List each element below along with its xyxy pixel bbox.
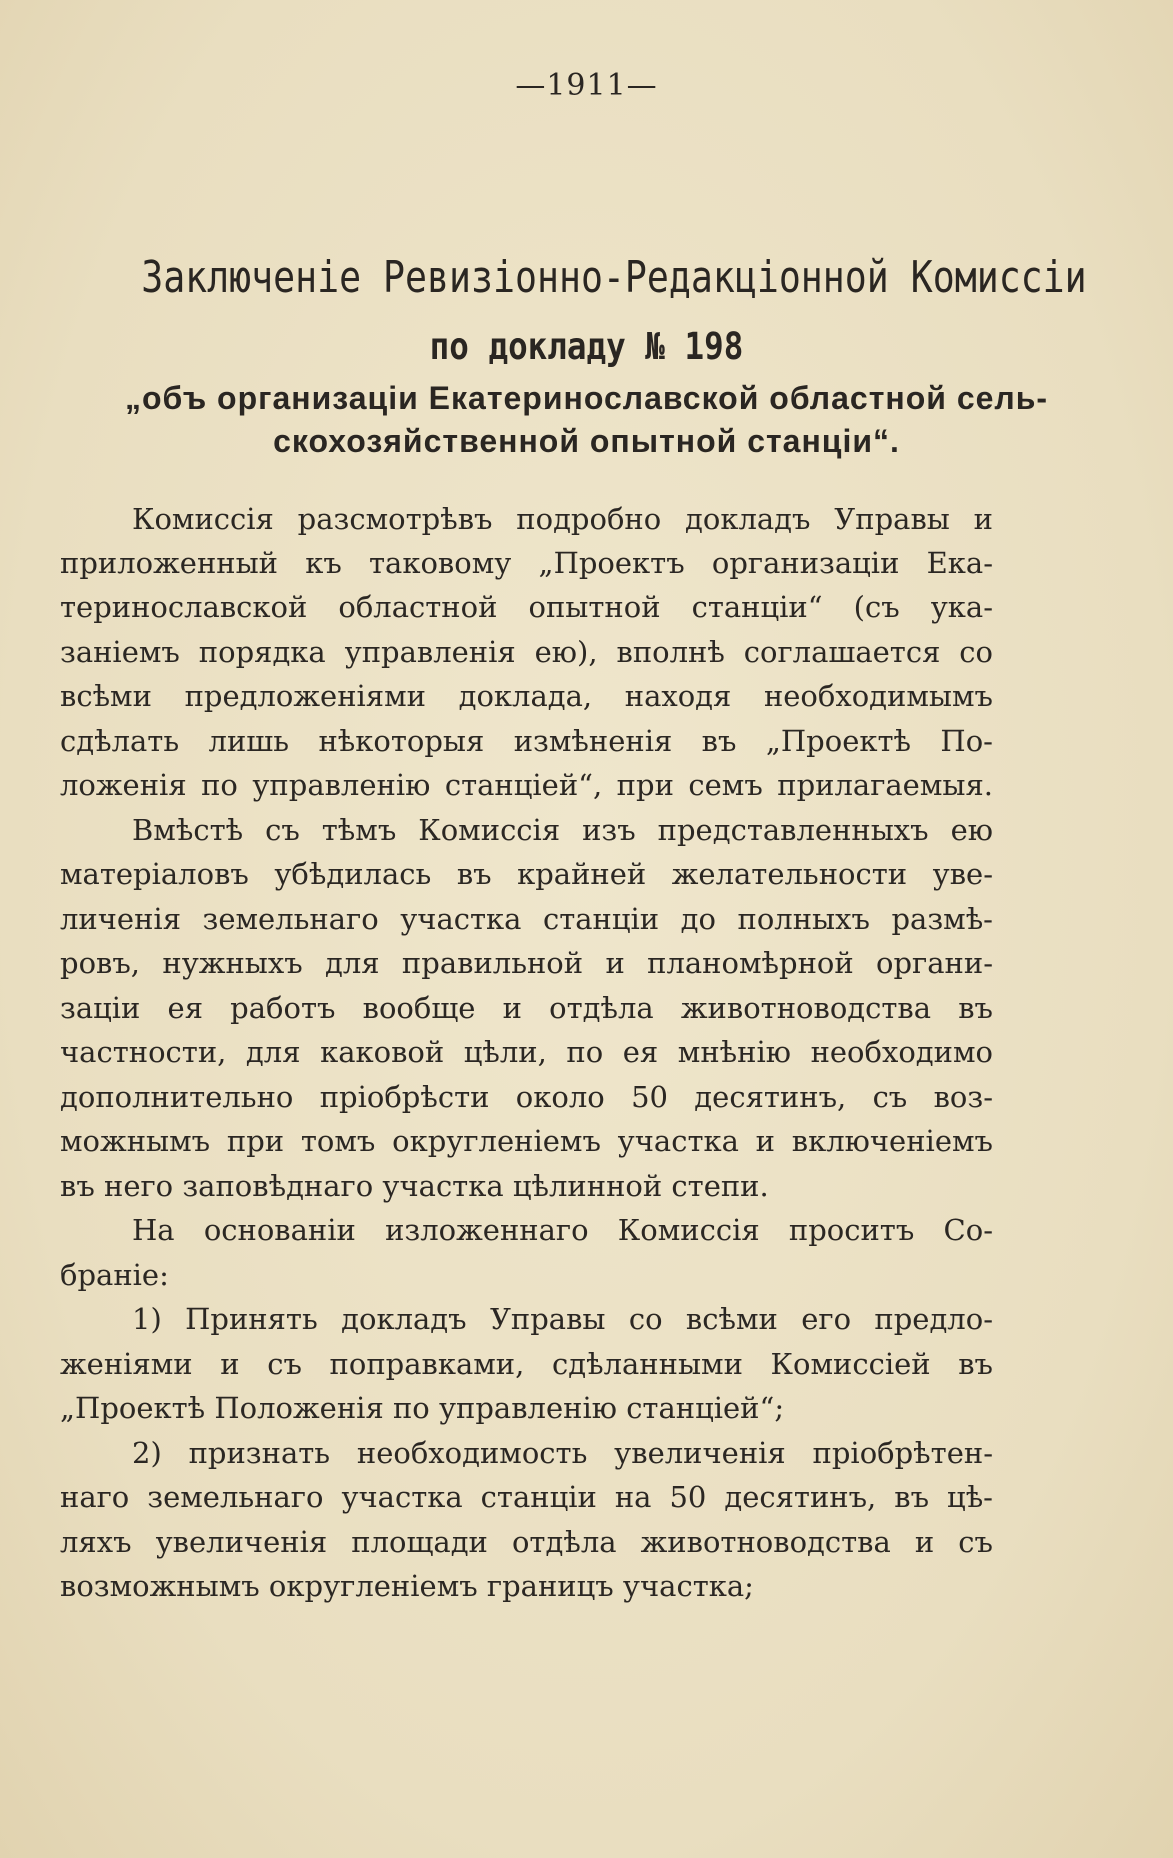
body-line: заніемъ порядка управленія ею), вполнѣ соглашается со <box>60 635 993 669</box>
body-line: Комиссія разсмотрѣвъ подробно докладъ Управы и <box>132 502 993 536</box>
body-line: ложенія по управленію станціей“, при семъ прилагаемыя. <box>60 768 993 802</box>
body-line: въ него заповѣднаго участка цѣлинной степи. <box>60 1169 769 1203</box>
body-line: всѣми предложеніями доклада, находя необходимымъ <box>60 679 993 713</box>
body-line: наго земельнаго участка станціи на 50 десятинъ, въ цѣ- <box>60 1480 993 1514</box>
body-line: личенія земельнаго участка станціи до полныхъ размѣ- <box>60 902 993 936</box>
body-line: матеріаловъ убѣдилась въ крайней желательности уве- <box>60 857 993 891</box>
body-line: сдѣлать лишь нѣкоторыя измѣненія въ „Проектѣ По- <box>60 724 993 758</box>
report-subject-line-2: скохозяйственной опытной станціи“. <box>273 423 900 459</box>
body-line: 1) Принять докладъ Управы со всѣми его предло- <box>132 1302 993 1336</box>
body-line: дополнительно пріобрѣсти около 50 десятинъ, съ воз- <box>60 1080 993 1114</box>
page-number: —1911— <box>515 68 658 103</box>
body-line: заціи ея работъ вообще и отдѣла животноводства въ <box>60 991 993 1025</box>
body-line: Вмѣстѣ съ тѣмъ Комиссія изъ представленныхъ ею <box>132 813 993 847</box>
body-line: приложенный къ таковому „Проектъ организаціи Ека- <box>60 546 993 580</box>
body-line: частности, для каковой цѣли, по ея мнѣнію необходимо <box>60 1035 993 1069</box>
body-line: браніе: <box>60 1258 169 1292</box>
body-line: возможнымъ округленіемъ границъ участка; <box>60 1569 754 1603</box>
report-reference: по докладу № 198 <box>429 325 744 368</box>
body-line: ровъ, нужныхъ для правильной и планомѣрной органи- <box>60 946 993 980</box>
body-line: На основаніи изложеннаго Комиссія проситъ Со- <box>132 1213 993 1247</box>
page-title: Заключеніе Ревизіонно-Редакціонной Комиссіи <box>141 252 1087 303</box>
report-subject-line-1: „объ организаціи Екатеринославской областной сель- <box>124 380 1049 416</box>
body-line: ляхъ увеличенія площади отдѣла животноводства и съ <box>60 1525 993 1559</box>
body-line: 2) признать необходимость увеличенія пріобрѣтен- <box>132 1436 993 1470</box>
body-line: „Проектѣ Положенія по управленію станціей“; <box>60 1391 785 1425</box>
body-line: женіями и съ поправками, сдѣланными Комиссіей въ <box>60 1347 993 1381</box>
body-line: можнымъ при томъ округленіемъ участка и включеніемъ <box>60 1124 993 1158</box>
body-line: теринославской областной опытной станціи“ (съ ука- <box>60 590 993 624</box>
